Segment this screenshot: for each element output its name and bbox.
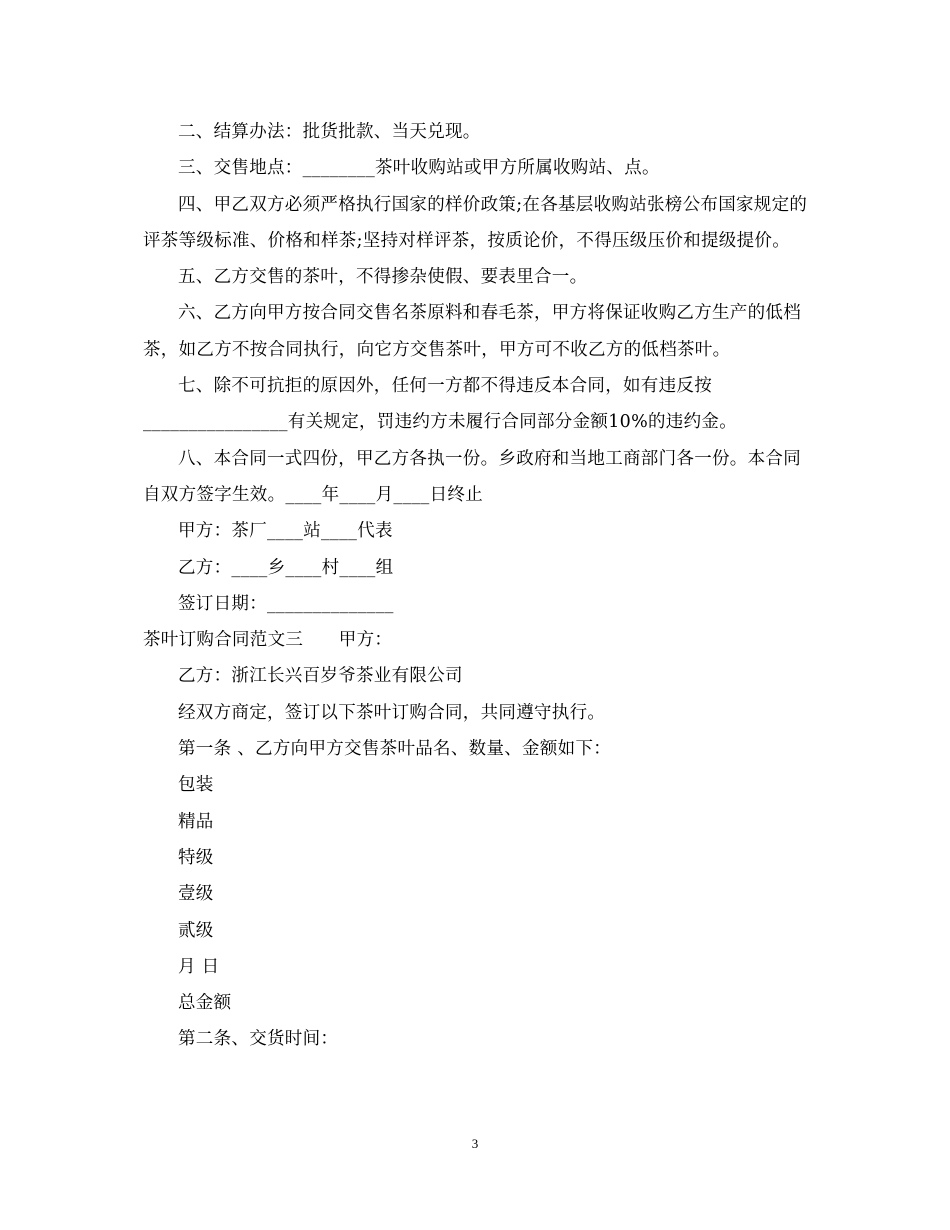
article-two: 第二条、交货时间： <box>178 1029 339 1050</box>
list-item-grade-one: 壹级 <box>178 884 214 905</box>
party-a-signature-line: 甲方：茶厂____站____代表 <box>178 521 393 542</box>
list-item-premium: 精品 <box>178 811 214 832</box>
paragraph-pricing-policy: 四、甲乙双方必须严格执行国家的样价政策;在各基层收购站张榜公布国家规定的评茶等级标准、价格和样茶;坚持对样评茶，按质论价，不得压级压价和提级提价。 <box>143 194 808 251</box>
paragraph-purchase-guarantee: 六、乙方向甲方按合同交售名茶原料和春毛茶，甲方将保证收购乙方生产的低档茶，如乙方不按合同执行，向它方交售茶叶，甲方可不收乙方的低档茶叶。 <box>143 303 801 360</box>
article-one: 第一条 、乙方向甲方交售茶叶品名、数量、金额如下： <box>178 739 612 760</box>
paragraph-agreement-intro: 经双方商定，签订以下茶叶订购合同，共同遵守执行。 <box>178 702 606 723</box>
party-b-company: 乙方：浙江长兴百岁爷茶业有限公司 <box>178 666 463 687</box>
list-item-special-grade: 特级 <box>178 847 214 868</box>
paragraph-settlement: 二、结算办法：批货批款、当天兑现。 <box>178 122 481 142</box>
signing-date-line: 签订日期：______________ <box>178 593 394 614</box>
document-body <box>143 114 808 1058</box>
paragraph-copies: 八、本合同一式四份，甲乙方各执一份。乡政府和当地工商部门各一份。本合同自双方签字生效。____年____月____日终止 <box>143 448 801 505</box>
list-item-packaging: 包装 <box>178 775 214 796</box>
paragraph-quality: 五、乙方交售的茶叶，不得掺杂使假、要表里合一。 <box>178 267 588 288</box>
party-b-signature-line: 乙方：____乡____村____组 <box>178 557 394 578</box>
list-item-total-amount: 总金额 <box>178 993 232 1014</box>
list-item-grade-two: 贰级 <box>178 920 214 941</box>
page-number: 3 <box>471 1136 479 1151</box>
list-item-month-day: 月 日 <box>178 956 220 977</box>
section-heading-sample-three: 茶叶订购合同范文三 甲方： <box>143 630 393 651</box>
paragraph-breach: 七、除不可抗拒的原因外，任何一方都不得违反本合同，如有违反按________________有关规定，罚违约方未履行合同部分金额10%的违约金。 <box>143 376 737 433</box>
paragraph-delivery-location: 三、交售地点：________茶叶收购站或甲方所属收购站、点。 <box>178 158 660 179</box>
